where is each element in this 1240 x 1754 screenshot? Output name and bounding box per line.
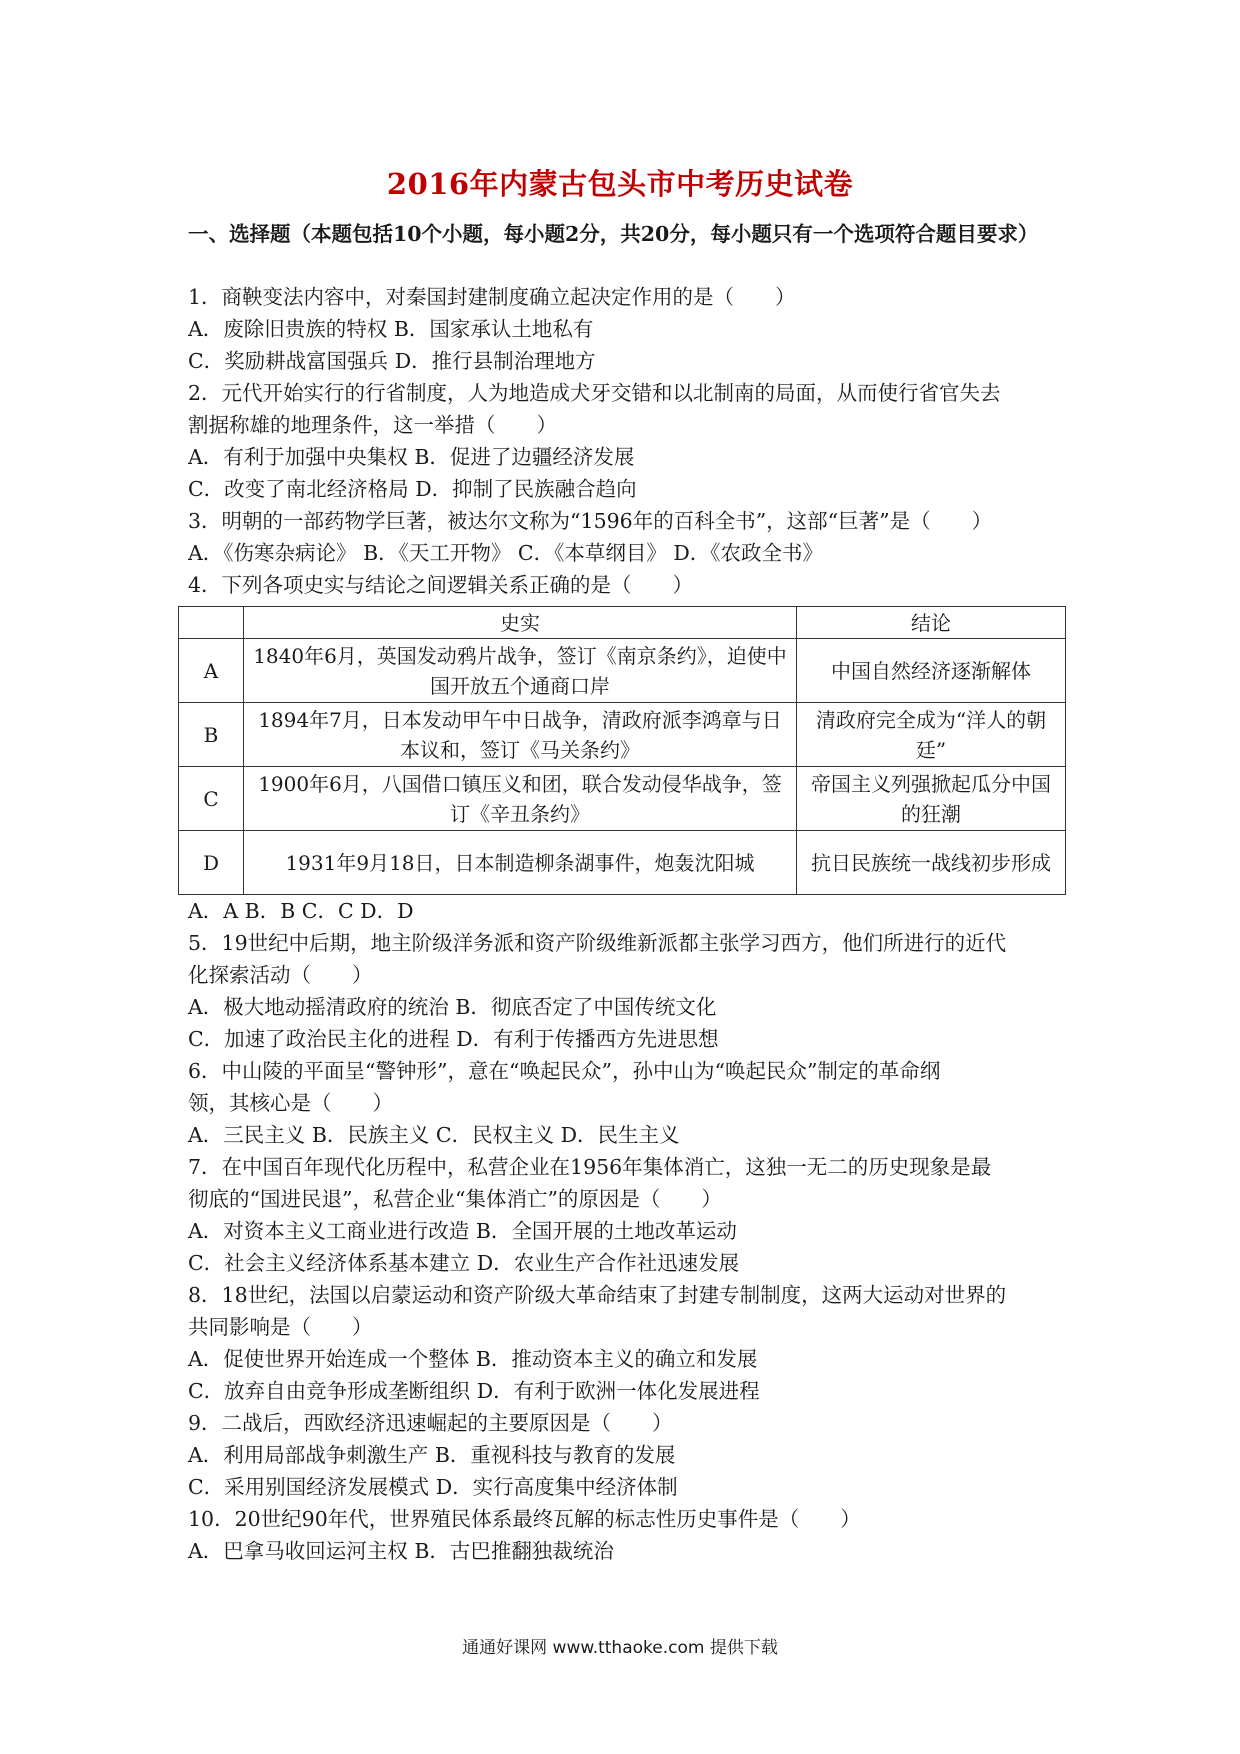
table-header-cell: 结论 — [797, 607, 1066, 639]
table-header-cell — [179, 607, 244, 639]
question-line: 8．18世纪，法国以启蒙运动和资产阶级大革命结束了封建专制制度，这两大运动对世界的 — [188, 1283, 1007, 1307]
question-line: 5．19世纪中后期，地主阶级洋务派和资产阶级维新派都主张学习西方，他们所进行的近代 — [188, 931, 1007, 955]
table-row — [179, 703, 1066, 767]
question-option: A．《伤寒杂病论》 B．《天工开物》 C．《本草纲目》 D．《农政全书》 — [188, 541, 824, 565]
row-conclusion: 中国自然经济逐渐解体 — [797, 639, 1066, 703]
row-conclusion: 清政府完全成为“洋人的朝廷” — [797, 703, 1066, 767]
page-footer: 通通好课网 www.tthaoke.com 提供下载 — [462, 1638, 778, 1658]
question-option: A．巴拿马收回运河主权 B．古巴推翻独裁统治 — [188, 1539, 614, 1563]
question-option: A．有利于加强中央集权 B．促进了边疆经济发展 — [188, 445, 635, 469]
row-conclusion: 帝国主义列强掀起瓜分中国的狂潮 — [797, 767, 1066, 831]
row-letter: A — [179, 639, 244, 703]
question-line: 领，其核心是（ ） — [188, 1091, 393, 1115]
question-line: 1．商鞅变法内容中，对秦国封建制度确立起决定作用的是（ ） — [188, 285, 796, 309]
page-title: 2016年内蒙古包头市中考历史试卷 — [386, 167, 854, 201]
question-line: 9．二战后，西欧经济迅速崛起的主要原因是（ ） — [188, 1411, 673, 1435]
row-fact: 1894年7月，日本发动甲午中日战争，清政府派李鸿章与日本议和，签订《马关条约》 — [244, 703, 797, 767]
table-header-cell: 史实 — [244, 607, 797, 639]
table-header-row — [179, 607, 1066, 639]
question-option: C．放弃自由竞争形成垄断组织 D．有利于欧洲一体化发展进程 — [188, 1379, 760, 1403]
table-row — [179, 639, 1066, 703]
question-option: A．废除旧贵族的特权 B．国家承认土地私有 — [188, 317, 594, 341]
question-line: 割据称雄的地理条件，这一举措（ ） — [188, 413, 557, 437]
question-line: 化探索活动（ ） — [188, 963, 373, 987]
question-line: 2．元代开始实行的行省制度，人为地造成犬牙交错和以北制南的局面，从而使行省官失去 — [188, 381, 1001, 405]
row-fact: 1900年6月，八国借口镇压义和团，联合发动侵华战争，签订《辛丑条约》 — [244, 767, 797, 831]
row-fact: 1931年9月18日，日本制造柳条湖事件，炮轰沈阳城 — [244, 831, 797, 895]
question-option: A．利用局部战争刺激生产 B．重视科技与教育的发展 — [188, 1443, 676, 1467]
question-line: 彻底的“国进民退”，私营企业“集体消亡”的原因是（ ） — [188, 1187, 722, 1211]
question-option: C．加速了政治民主化的进程 D．有利于传播西方先进思想 — [188, 1027, 719, 1051]
section-heading: 一、选择题（本题包括10个小题，每小题2分，共20分，每小题只有一个选项符合题目要求） — [188, 222, 1039, 246]
row-letter: D — [179, 831, 244, 895]
question-option: C．奖励耕战富国强兵 D．推行县制治理地方 — [188, 349, 596, 373]
question-line: 7．在中国百年现代化历程中，私营企业在1956年集体消亡，这独一无二的历史现象是最 — [188, 1155, 992, 1179]
table-row — [179, 831, 1066, 895]
question-option: A．极大地动摇清政府的统治 B．彻底否定了中国传统文化 — [188, 995, 717, 1019]
question-option: A．促使世界开始连成一个整体 B．推动资本主义的确立和发展 — [188, 1347, 758, 1371]
question-option: C．社会主义经济体系基本建立 D．农业生产合作社迅速发展 — [188, 1251, 740, 1275]
row-letter: C — [179, 767, 244, 831]
question-line: 共同影响是（ ） — [188, 1315, 373, 1339]
question-option: A．对资本主义工商业进行改造 B．全国开展的土地改革运动 — [188, 1219, 737, 1243]
question-option: C．改变了南北经济格局 D．抑制了民族融合趋向 — [188, 477, 637, 501]
question-option: A．三民主义 B．民族主义 C．民权主义 D．民生主义 — [188, 1123, 680, 1147]
question-option: C．采用别国经济发展模式 D．实行高度集中经济体制 — [188, 1475, 678, 1499]
question-line: 6．中山陵的平面呈“警钟形”，意在“唤起民众”，孙中山为“唤起民众”制定的革命纲 — [188, 1059, 941, 1083]
question-line: 3．明朝的一部药物学巨著，被达尔文称为“1596年的百科全书”，这部“巨著”是（ ） — [188, 509, 993, 533]
row-letter: B — [179, 703, 244, 767]
question-line: 10．20世纪90年代，世界殖民体系最终瓦解的标志性历史事件是（ ） — [188, 1507, 861, 1531]
question-option: A．A B．B C．C D．D — [188, 899, 414, 923]
table-row — [179, 767, 1066, 831]
question-line: 4．下列各项史实与结论之间逻辑关系正确的是（ ） — [188, 573, 694, 597]
facts-table — [178, 606, 1066, 895]
row-fact: 1840年6月，英国发动鸦片战争，签订《南京条约》，迫使中国开放五个通商口岸 — [244, 639, 797, 703]
row-conclusion: 抗日民族统一战线初步形成 — [797, 831, 1066, 895]
